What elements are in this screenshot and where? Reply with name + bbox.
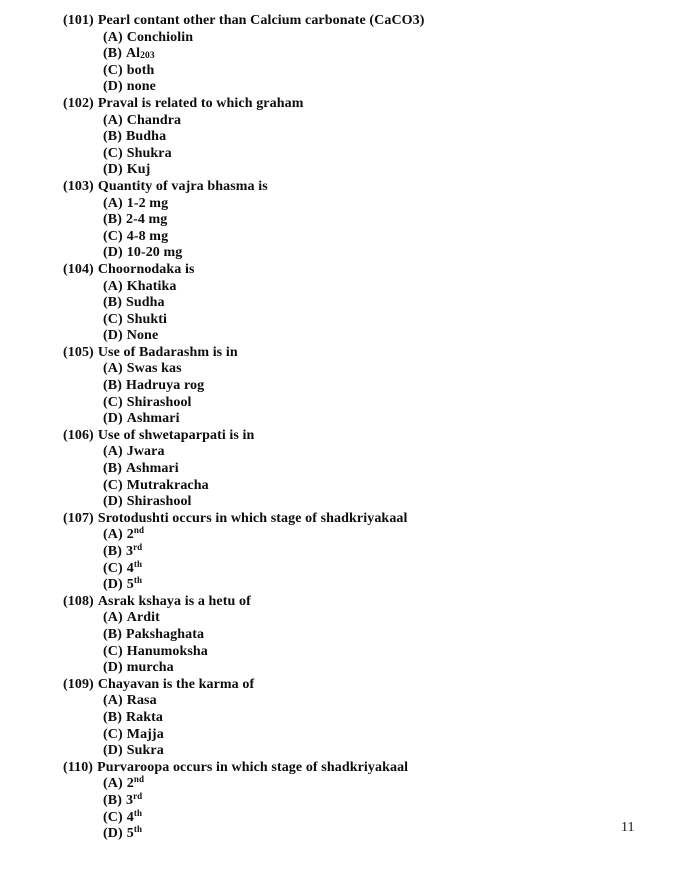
option-text: 2 (126, 776, 134, 792)
option-line (63, 129, 660, 146)
option-line (63, 727, 660, 744)
option-label: (C) (103, 311, 123, 327)
option-line (63, 544, 660, 561)
question-list (63, 13, 660, 843)
option-text: Ardit (126, 610, 160, 626)
option-line (63, 295, 660, 312)
option-label: (A) (103, 444, 123, 460)
option-text: none (126, 79, 156, 95)
question-number: (106) (63, 427, 94, 443)
option-label: (B) (103, 295, 122, 311)
option-line (63, 776, 660, 793)
option-line (63, 577, 660, 594)
option-line (63, 146, 660, 163)
option-text: 2 (126, 527, 134, 543)
option-line (63, 610, 660, 627)
option-superscript: rd (133, 542, 143, 552)
question-line (63, 511, 660, 528)
option-text: Rakta (125, 709, 164, 725)
option-text: Shukra (126, 145, 172, 161)
option-label: (A) (103, 610, 123, 626)
option-text: Hadruya rog (125, 378, 205, 394)
question-line (63, 345, 660, 362)
option-label: (D) (103, 743, 123, 759)
option-label: (A) (103, 361, 123, 377)
question-text: Choornodaka is (97, 261, 195, 277)
option-label: (C) (103, 809, 123, 825)
option-superscript: th (133, 558, 143, 569)
question-line (63, 262, 660, 279)
option-label: (D) (103, 660, 123, 676)
option-line (63, 279, 660, 296)
option-subscript: 203 (140, 51, 155, 62)
option-label: (B) (103, 378, 122, 394)
option-line (63, 113, 660, 130)
option-text: Khatika (126, 278, 177, 294)
option-line (63, 790, 660, 810)
question-line (63, 594, 660, 611)
option-label: (B) (103, 544, 122, 559)
option-line (63, 196, 660, 213)
option-text: 10-20 mg (126, 245, 183, 261)
option-line (63, 807, 660, 827)
option-text: 5 (126, 826, 134, 842)
question-text: Pearl contant other than Calcium carbonate (CaCO3) (97, 13, 425, 28)
option-line (63, 378, 660, 395)
option-line (63, 660, 660, 677)
option-line (63, 361, 660, 378)
option-line (63, 693, 660, 710)
option-superscript: th (133, 807, 143, 818)
option-text: Shirashool (126, 394, 192, 410)
option-line (63, 46, 660, 63)
question-text: Quantity of vajra bhasma is (97, 178, 268, 194)
option-text: Swas kas (126, 361, 182, 377)
option-label: (A) (103, 278, 123, 294)
option-label: (A) (103, 112, 123, 128)
option-text: 5 (126, 577, 134, 593)
question-text: Purvaroopa occurs in which stage of shadkriyakaal (97, 759, 409, 775)
option-superscript: th (133, 824, 143, 835)
option-text: Shukti (126, 311, 168, 327)
option-label: (D) (103, 328, 123, 344)
question-line (63, 428, 660, 445)
option-line (63, 79, 660, 96)
option-label: (C) (103, 394, 123, 410)
option-text: 1-2 mg (126, 195, 169, 211)
option-label: (B) (103, 46, 122, 62)
option-line (63, 743, 660, 760)
option-text: Sudha (125, 295, 165, 311)
option-line (63, 558, 660, 578)
option-label: (C) (103, 228, 123, 244)
option-text: Ashmari (125, 461, 179, 477)
option-line (63, 245, 660, 262)
option-text: 4-8 mg (126, 228, 169, 244)
question-number: (103) (63, 178, 94, 194)
option-label: (C) (103, 643, 123, 659)
option-text: Jwara (126, 444, 165, 460)
option-line (63, 328, 660, 345)
option-label: (C) (103, 477, 123, 493)
option-line (63, 644, 660, 661)
question-text: Use of Badarashm is in (97, 344, 238, 360)
question-line (63, 96, 660, 113)
question-number: (108) (63, 593, 94, 609)
option-text: 2-4 mg (125, 212, 168, 228)
question-number: (107) (63, 510, 94, 526)
option-label: (C) (103, 145, 123, 161)
option-line (63, 312, 660, 329)
question-number: (101) (63, 13, 94, 28)
option-label: (D) (103, 411, 123, 427)
option-label: (D) (103, 826, 123, 842)
option-label: (B) (103, 626, 122, 642)
option-superscript: rd (133, 790, 143, 801)
option-text: 4 (126, 809, 134, 825)
option-text: Majja (126, 726, 164, 742)
option-label: (D) (103, 577, 123, 593)
option-text: Al (125, 46, 141, 62)
option-text: Budha (125, 129, 167, 145)
option-line (63, 444, 660, 461)
option-line (63, 395, 660, 412)
option-label: (A) (103, 776, 123, 792)
option-label: (A) (103, 29, 123, 45)
question-number: (105) (63, 344, 94, 360)
option-text: Kuj (126, 162, 151, 178)
question-number: (110) (63, 759, 94, 775)
question-text: Srotodushti occurs in which stage of shadkriyakaal (97, 510, 408, 526)
option-line (63, 527, 660, 544)
option-label: (C) (103, 726, 123, 742)
question-number: (102) (63, 95, 94, 111)
option-text: Shirashool (126, 494, 192, 510)
option-line (63, 229, 660, 246)
question-number: (109) (63, 676, 94, 692)
option-text: Conchiolin (126, 29, 194, 45)
option-text: Sukra (126, 743, 164, 759)
option-label: (C) (103, 560, 123, 576)
question-text: Praval is related to which graham (97, 95, 304, 111)
option-line (63, 461, 660, 478)
option-text: Rasa (126, 693, 157, 709)
option-label: (D) (103, 79, 123, 95)
option-line (63, 627, 660, 644)
option-line (63, 162, 660, 179)
question-text: Chayavan is the karma of (97, 676, 255, 692)
option-text: both (126, 62, 155, 78)
option-line (63, 478, 660, 495)
question-text: Asrak kshaya is a hetu of (97, 593, 251, 609)
option-text: murcha (126, 660, 174, 676)
option-superscript: nd (133, 774, 145, 785)
option-line (63, 494, 660, 511)
option-text: Ashmari (126, 411, 180, 427)
option-line (63, 710, 660, 727)
option-label: (A) (103, 693, 123, 709)
option-line (63, 826, 660, 843)
option-superscript: nd (133, 525, 145, 536)
option-label: (B) (103, 129, 122, 145)
option-label: (B) (103, 709, 122, 725)
option-label: (A) (103, 195, 123, 211)
option-label: (B) (103, 461, 122, 477)
option-line (63, 30, 660, 47)
question-text: Use of shwetaparpati is in (97, 427, 255, 443)
option-text: Mutrakracha (126, 477, 209, 493)
page-number: 11 (621, 820, 635, 835)
option-line (63, 212, 660, 229)
option-line (63, 411, 660, 428)
option-line (63, 63, 660, 80)
question-line (63, 179, 660, 196)
option-text: None (126, 328, 159, 344)
option-text: Chandra (126, 112, 182, 128)
option-text: Pakshaghata (125, 626, 205, 642)
option-label: (C) (103, 62, 123, 78)
question-number: (104) (63, 261, 94, 277)
option-label: (D) (103, 494, 123, 510)
option-label: (D) (103, 162, 123, 178)
option-label: (B) (103, 792, 122, 808)
option-label: (A) (103, 527, 123, 543)
question-line (63, 677, 660, 694)
option-text: 3 (125, 544, 134, 559)
question-line (63, 760, 660, 777)
question-line (63, 13, 660, 30)
option-superscript: th (133, 575, 143, 586)
option-text: 3 (125, 792, 134, 808)
option-text: 4 (126, 560, 134, 576)
option-label: (D) (103, 245, 123, 261)
option-text: Hanumoksha (126, 643, 208, 659)
option-label: (B) (103, 212, 122, 228)
